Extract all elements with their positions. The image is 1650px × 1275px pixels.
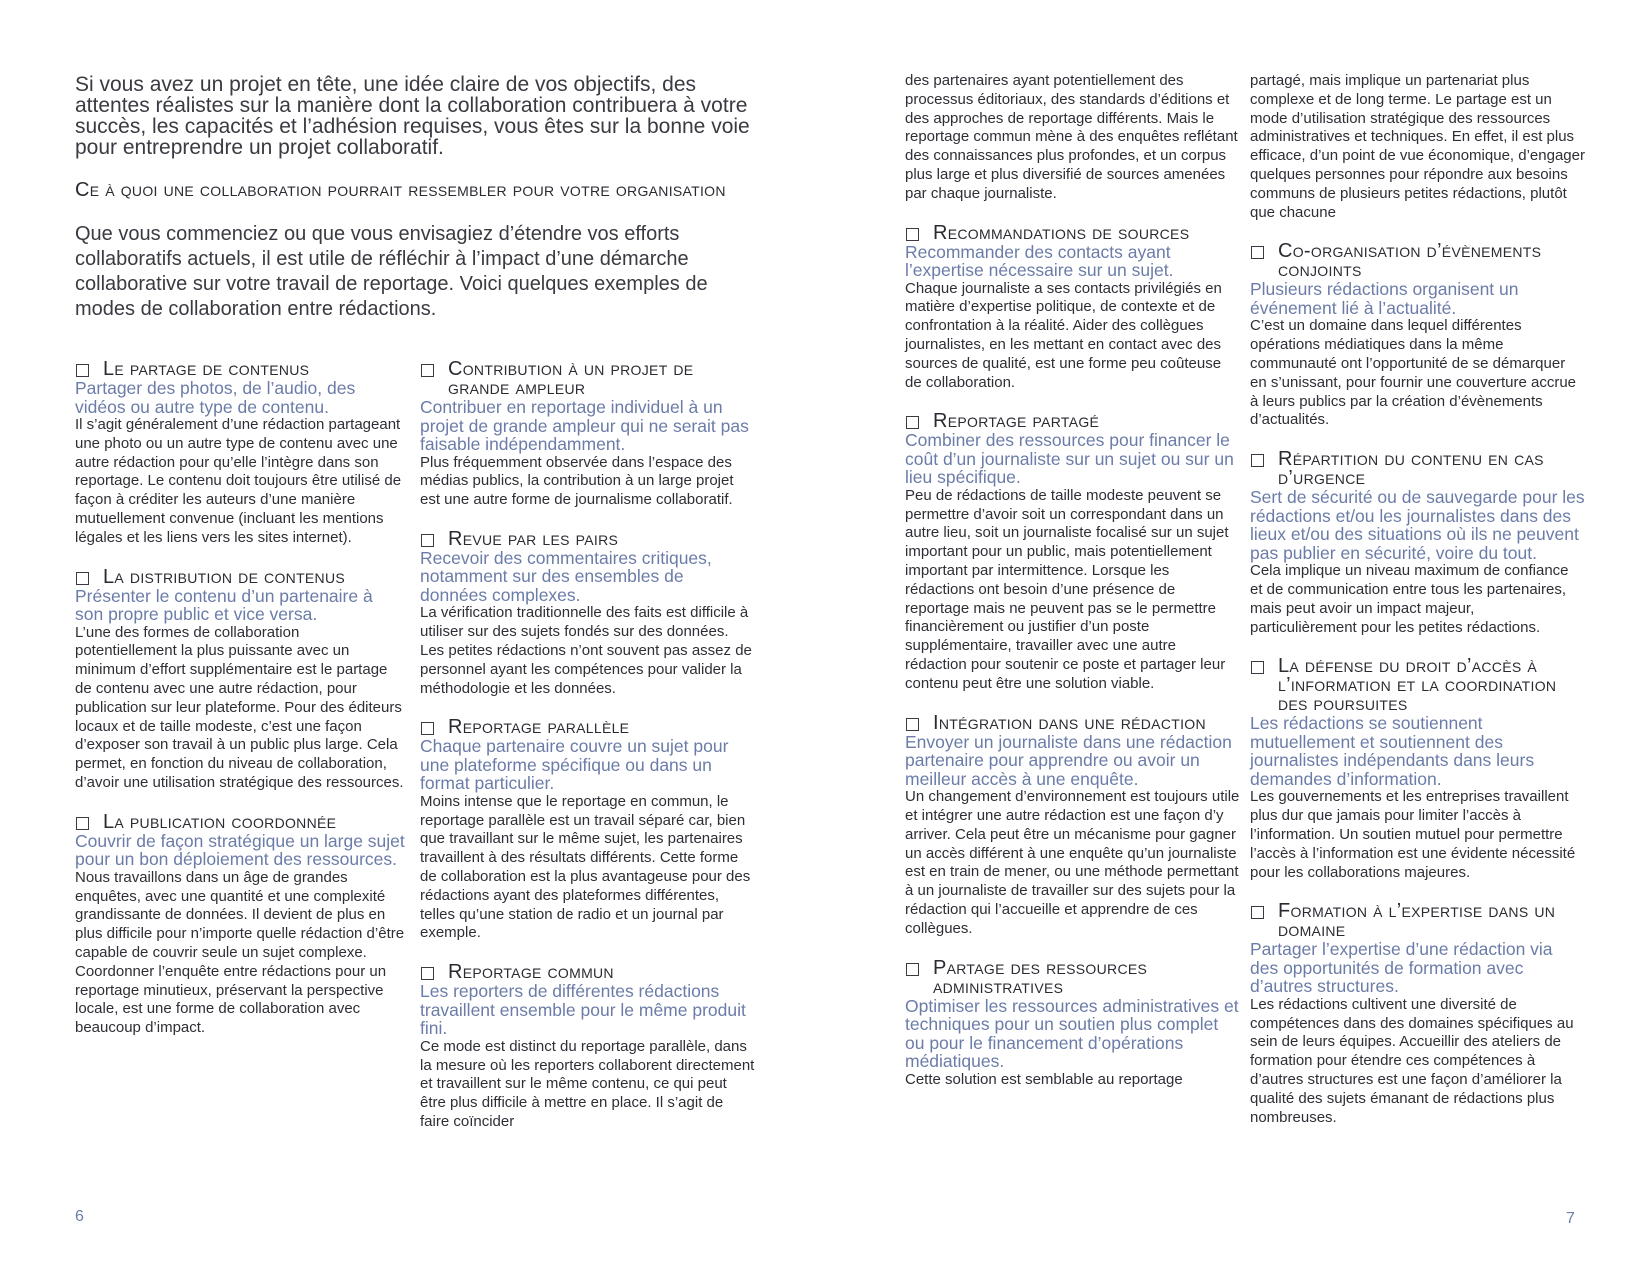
item-body: Nous travaillons dans un âge de grandes enquêtes, avec une quantité et une complexité grandissante de données. Il devient de plus en plus difficile pour n’importe quelle rédaction d’être capable de couvrir seule un sujet complexe. Coordonner l’enquête entre rédactions pour un reportage minutieux, préservant la perspective locale, est une forme de collaboration avec beaucoup d’impact.	[75, 868, 405, 1037]
item-body: Ce mode est distinct du reportage parallèle, dans la mesure où les reporters collaborent directement et travaillent sur le même contenu, ce qui peut être plus difficile à mettre en place. Il s’agit de faire coïncider	[420, 1037, 755, 1130]
item-body: Peu de rédactions de taille modeste peuvent se permettre d’avoir soit un correspondant dans un autre lieu, soit un journaliste focalisé sur un sujet important pour un public, mais potentiellement important par intermittence. Lorsque les rédactions ont besoin d’une présence de reportage mais ne peuvent pas se le permettre financièrement ou justifier d’un poste supplémentaire, travailler avec une autre rédaction pour soutenir ce poste et partager leur contenu peut être une solution viable.	[905, 486, 1229, 692]
item-title: Contribution à un projet de grande ampleur	[420, 360, 755, 398]
item-body: Les rédactions cultivent une diversité de compétences dans des domaines spécifiques au sein de leurs équipes. Accueillir des ateliers de formation pour étendre ces compétences à d’autres structures est une façon d’améliorer la qualité des sujets émanant de rédactions plus nombreuses.	[1250, 995, 1574, 1126]
checkbox-icon[interactable]	[76, 572, 89, 585]
item-body: Il s’agit généralement d’une rédaction partageant une photo ou un autre type de contenu avec une autre rédaction pour qu’elle l’intègre dans son reportage. Le contenu doit toujours être utilisé de façon à créditer les auteurs d’une manière mutuellement convenue (incluant les mentions légales et les liens vers les sites internet).	[75, 416, 402, 546]
checkbox-icon[interactable]	[421, 364, 434, 377]
item-title: Reportage parallèle	[420, 718, 755, 737]
item-body: Plus fréquemment observée dans l’espace des médias publics, la contribution à un large projet est une autre forme de journalisme collaboratif.	[420, 453, 734, 509]
item-title: La publication coordonnée	[75, 813, 405, 832]
item-body: des partenaires ayant potentiellement des processus éditoriaux, des standards d’éditions et des approches de reportage différents. Mais le reportage commun mène à des enquêtes reflétant des connaissances plus profondes, et un corpus plus large et plus diversifié de sources amenées par chaque journaliste.	[905, 72, 1238, 202]
left-page-intro-block	[75, 74, 755, 322]
item-body: Cette solution est semblable au reportage	[905, 1070, 1183, 1088]
item-body: C’est un domaine dans lequel différentes opérations médiatiques dans la même communauté ont l’opportunité de se démarquer en s’unissant, pour fournir une couverture accrue à leurs publics par la création d’évènements d’actualités.	[1250, 317, 1577, 429]
collab-item-continued	[905, 72, 1240, 204]
checkbox-icon[interactable]	[76, 817, 89, 830]
item-title: Partage des ressources administratives	[905, 959, 1240, 997]
item-subtitle: Partager des photos, de l’audio, des vidéos ou autre type de contenu.	[75, 378, 356, 417]
collab-item	[905, 711, 1240, 939]
item-title: Reportage commun	[420, 963, 755, 982]
collab-item	[1250, 450, 1585, 637]
page-number-left: 6	[75, 1208, 84, 1225]
collab-item	[420, 360, 755, 510]
checkbox-icon[interactable]	[906, 963, 919, 976]
item-title: Co-organisation d’évènements conjoints	[1250, 242, 1585, 280]
collab-item	[1250, 902, 1585, 1127]
checkbox-icon[interactable]	[1251, 454, 1264, 467]
collab-item-continued	[1250, 72, 1585, 222]
item-title: Recommandations de sources	[905, 224, 1240, 243]
item-body: partagé, mais implique un partenariat plus complexe et de long terme. Le partage est un mode d’utilisation stratégique des ressources administratives et techniques. En effet, il est plus efficace, d’un point de vue économique, d’engager quelques personnes pour répondre aux besoins communs de plusieurs petites rédactions, plutôt que chacune	[1250, 72, 1585, 221]
collab-item	[1250, 657, 1585, 882]
item-body: L’une des formes de collaboration potentiellement la plus puissante avec un minimum d’effort supplémentaire est le partage de contenu avec une autre rédaction, pour publication sur leur plateforme. Pour des éditeurs locaux et de taille modeste, c’est une façon d’exposer son travail à un public plus large. Cela permet, en fonction du niveau de collaboration, d’avoir une utilisation stratégique des ressources.	[75, 623, 404, 791]
section-heading: Ce à quoi une collaboration pourrait ressembler pour votre organisation	[75, 179, 726, 201]
checkbox-icon[interactable]	[906, 416, 919, 429]
checkbox-icon[interactable]	[906, 228, 919, 241]
item-title: La défense du droit d’accès à l’information et la coordination des poursuites	[1250, 657, 1585, 714]
item-subtitle: Couvrir de façon stratégique un large sujet pour un bon déploiement des ressources.	[75, 830, 405, 870]
intro-paragraph: Si vous avez un projet en tête, une idée claire de vos objectifs, des attentes réalistes sur la manière dont la collaboration contribuera à votre succès, les capacités et l’adhésion requises, vous êtes sur la bonne voie pour entreprendre un projet collaboratif.	[75, 73, 750, 159]
item-body: Les gouvernements et les entreprises travaillent plus dur que jamais pour limiter l’accès à l’information. Un soutien mutuel pour permettre l’accès à l’information est une évidente nécessité pour les collaborations majeures.	[1250, 788, 1576, 881]
item-subtitle: Les reporters de différentes rédactions travaillent ensemble pour le même produit fini.	[420, 981, 746, 1039]
collab-item	[75, 360, 405, 548]
checkbox-icon[interactable]	[421, 534, 434, 547]
item-title: Reportage partagé	[905, 412, 1240, 431]
item-body: Cela implique un niveau maximum de confiance et de communication entre tous les partenaires, mais peut avoir un impact majeur, particulièrement pour les petites rédactions.	[1250, 562, 1569, 636]
item-subtitle: Optimiser les ressources administratives et techniques pour un soutien plus complet ou pour le financement d’opérations médiatiques.	[905, 995, 1239, 1071]
item-title: Le partage de contenus	[75, 360, 405, 379]
checkbox-icon[interactable]	[421, 722, 434, 735]
item-title: Répartition du contenu en cas d’urgence	[1250, 450, 1585, 488]
left-column-1	[75, 360, 405, 1038]
left-column-2	[420, 360, 755, 1132]
item-body: La vérification traditionnelle des faits est difficile à utiliser sur des sujets fondés sur des données. Les petites rédactions n’ont souvent pas assez de personnel ayant les compétences pour valider la méthodologie et les données.	[420, 604, 752, 697]
checkbox-icon[interactable]	[1251, 246, 1264, 259]
collab-item	[420, 963, 755, 1131]
collab-item	[905, 221, 1240, 393]
intro-paragraph-2: Que vous commenciez ou que vous envisagiez d’étendre vos efforts collaboratifs actuels, il est utile de réfléchir à l’impact d’une démarche collaborative sur votre travail de reportage. Voici quelques exemples de modes de collaboration entre rédactions.	[75, 223, 708, 320]
checkbox-icon[interactable]	[421, 967, 434, 980]
right-column-2	[1250, 72, 1585, 1127]
collab-item	[905, 956, 1240, 1090]
item-subtitle: Présenter le contenu d’un partenaire à son propre public et vice versa.	[75, 585, 373, 625]
item-subtitle: Plusieurs rédactions organisent un événement lié à l’actualité.	[1250, 279, 1519, 318]
collab-item	[905, 412, 1240, 693]
item-subtitle: Partager l’expertise d’une rédaction via des opportunités de formation avec d’autres structures.	[1250, 939, 1553, 997]
collab-item	[1250, 242, 1585, 430]
collab-item	[75, 565, 405, 793]
item-body: Un changement d’environnement est toujours utile et intégrer une autre rédaction est une façon d’y arriver. Cela peut être un mécanisme pour gagner un accès différent à une enquête qu’un journaliste est en train de mener, ou une méthode permettant à un journaliste de travailler sur des sujets pour la rédaction qui l’accueille et apprendre de ces collègues.	[905, 788, 1240, 937]
checkbox-icon[interactable]	[1251, 906, 1264, 919]
page-number-right: 7	[1566, 1210, 1575, 1227]
collab-item	[420, 718, 755, 943]
item-subtitle: Les rédactions se soutiennent mutuellement et soutiennent des journalistes indépendants dans leurs demandes d’information.	[1250, 713, 1535, 789]
item-body: Chaque journaliste a ses contacts privilégiés en matière d’expertise politique, de contexte et de confrontation à la réalité. Aider des collègues journalistes, en les mettant en contact avec des sources de qualité, est une forme peu coûteuse de collaboration.	[905, 279, 1222, 391]
item-subtitle: Combiner des ressources pour financer le coût d’un journaliste sur un sujet ou sur un lieu spécifique.	[905, 430, 1234, 488]
item-subtitle: Recommander des contacts ayant l’expertise nécessaire sur un sujet.	[905, 241, 1174, 281]
item-title: Intégration dans une rédaction	[905, 714, 1240, 733]
checkbox-icon[interactable]	[76, 364, 89, 377]
item-subtitle: Chaque partenaire couvre un sujet pour une plateforme spécifique ou dans un format particulier.	[420, 736, 729, 794]
collab-item	[420, 527, 755, 698]
item-subtitle: Contribuer en reportage individuel à un projet de grande ampleur qui ne serait pas faisable indépendamment.	[420, 397, 749, 454]
checkbox-icon[interactable]	[1251, 661, 1264, 674]
item-subtitle: Sert de sécurité ou de sauvegarde pour les rédactions et/ou les journalistes dans des lieux et/ou des situations où ils ne peuvent pas publier en sécurité, voire du tout.	[1250, 487, 1585, 563]
item-subtitle: Envoyer un journaliste dans une rédaction partenaire pour apprendre ou avoir un meilleur accès à une enquête.	[905, 731, 1232, 789]
item-body: Moins intense que le reportage en commun, le reportage parallèle est un travail séparé car, bien que travaillant sur le même sujet, les partenaires travaillent à des résultats différents. Cette forme de collaboration est la plus avantageuse pour des rédactions ayant des plateformes différentes, telles qu’une station de radio et un journal par exemple.	[420, 792, 751, 942]
collab-item	[75, 810, 405, 1038]
item-title: Formation à l’expertise dans un domaine	[1250, 902, 1585, 940]
item-title: La distribution de contenus	[75, 568, 405, 587]
right-column-1	[905, 72, 1240, 1089]
item-subtitle: Recevoir des commentaires critiques, notamment sur des ensembles de données complexes.	[420, 547, 712, 605]
checkbox-icon[interactable]	[906, 718, 919, 731]
item-title: Revue par les pairs	[420, 530, 755, 549]
